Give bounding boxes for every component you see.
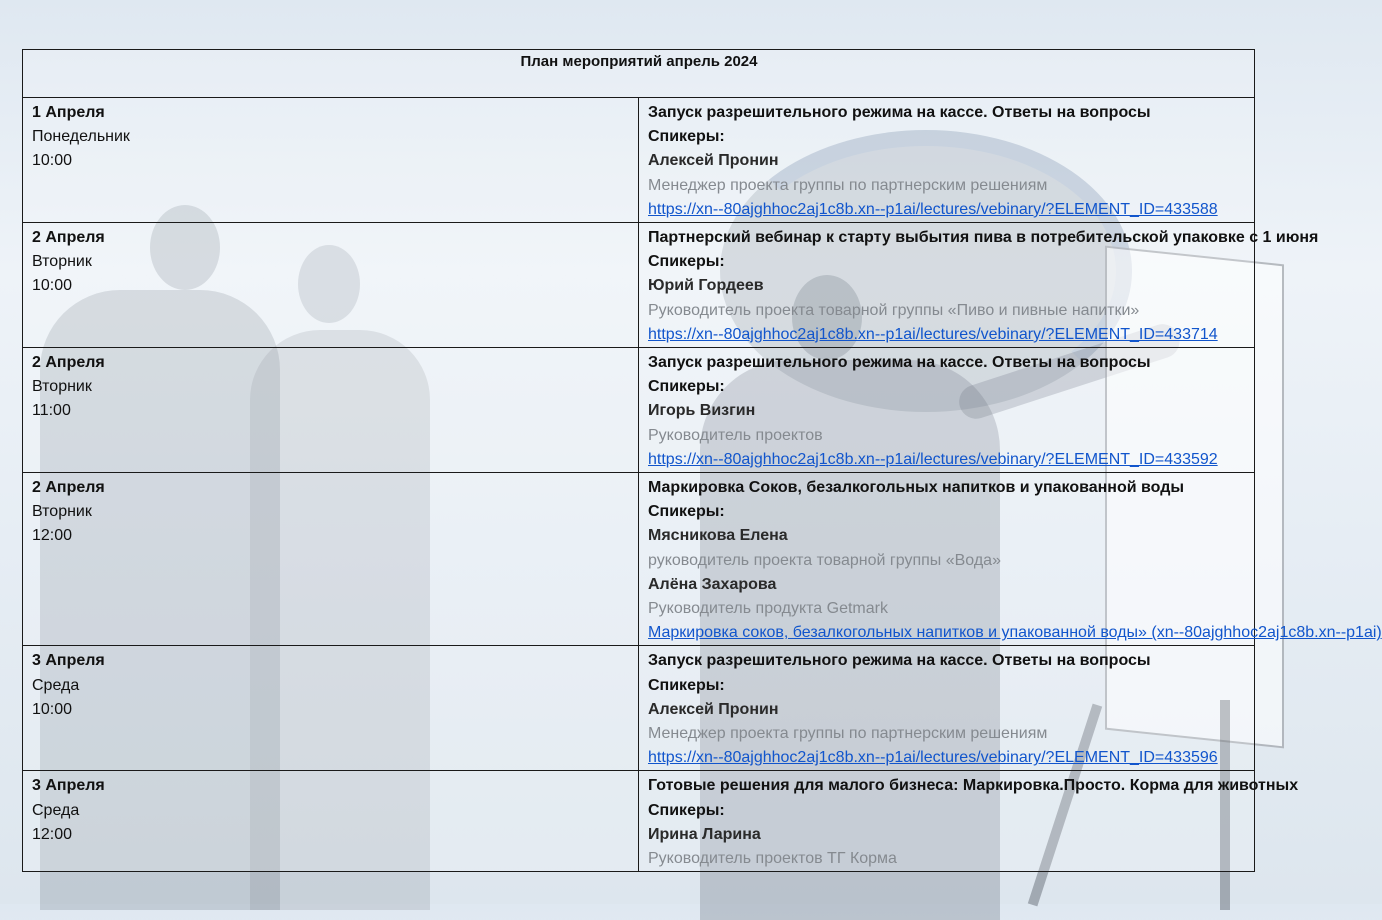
speaker-role: Менеджер проекта группы по партнерским решениям (648, 725, 1048, 743)
webinar-link[interactable]: https://xn--80ajghhoc2aj1c8b.xn--p1ai/lectures/vebinary/?ELEMENT_ID=433588 (648, 200, 1218, 218)
event-topic: Готовые решения для малого бизнеса: Маркировка.Просто. Корма для животных (648, 777, 1299, 795)
event-date: 3 Апреля (32, 777, 105, 795)
webinar-link[interactable]: Маркировка соков, безалкогольных напитков и упакованной воды» (xn--80ajghhoc2aj1c8b.xn--p1ai) (648, 624, 1382, 642)
event-row (23, 98, 1255, 223)
event-link-line (648, 198, 1246, 222)
speaker-role: Руководитель проекта товарной группы «Пиво и пивные напитки» (648, 301, 1140, 319)
speaker-role: Руководитель проектов ТГ Корма (648, 850, 897, 868)
event-date: 3 Апреля (32, 652, 105, 670)
speakers-label: Спикеры: (648, 378, 725, 396)
event-row (23, 223, 1255, 348)
event-date-cell (23, 473, 639, 646)
event-topic: Маркировка Соков, безалкогольных напитков и упакованной воды (648, 479, 1185, 497)
event-row (23, 771, 1255, 872)
event-weekday: Среда (32, 676, 80, 694)
speakers-label: Спикеры: (648, 503, 725, 521)
event-info-cell (639, 771, 1299, 872)
webinar-link[interactable]: https://xn--80ajghhoc2aj1c8b.xn--p1ai/lectures/vebinary/?ELEMENT_ID=433592 (648, 450, 1218, 468)
event-date: 2 Апреля (32, 479, 105, 497)
event-topic: Партнерский вебинар к старту выбытия пива в потребительской упаковке с 1 июня (648, 229, 1319, 247)
event-link-line (648, 746, 1246, 770)
event-info-cell (639, 646, 1255, 771)
event-topic: Запуск разрешительного режима на кассе. Ответы на вопросы (648, 652, 1151, 670)
event-date: 2 Апреля (32, 354, 105, 372)
event-weekday: Вторник (32, 253, 92, 271)
event-weekday: Понедельник (32, 128, 130, 146)
speaker-name: Игорь Визгин (648, 402, 756, 420)
speaker-name: Мясникова Елена (648, 527, 788, 545)
speaker-name: Ирина Ларина (648, 825, 761, 843)
event-weekday: Вторник (32, 378, 92, 396)
speakers-label: Спикеры: (648, 676, 725, 694)
event-time: 10:00 (32, 277, 73, 295)
table-header-row (23, 50, 1255, 98)
event-info-cell (639, 348, 1255, 473)
event-topic: Запуск разрешительного режима на кассе. Ответы на вопросы (648, 354, 1151, 372)
event-link-line (648, 323, 1246, 347)
event-info-cell (639, 473, 1382, 646)
event-info-cell (639, 98, 1255, 223)
event-row (23, 473, 1255, 646)
event-time: 11:00 (32, 402, 71, 420)
speaker-name: Алексей Пронин (648, 700, 779, 718)
events-table (22, 49, 1382, 872)
speakers-label: Спикеры: (648, 801, 725, 819)
event-date-cell (23, 98, 639, 223)
event-info-cell (639, 223, 1319, 348)
speaker-role: руководитель проекта товарной группы «Вода» (648, 551, 1001, 569)
event-row (23, 646, 1255, 771)
event-date-cell (23, 646, 639, 771)
event-link-line (648, 621, 1382, 645)
event-date-cell (23, 771, 639, 872)
webinar-link[interactable]: https://xn--80ajghhoc2aj1c8b.xn--p1ai/lectures/vebinary/?ELEMENT_ID=433714 (648, 325, 1218, 343)
speaker-role: Руководитель проектов (648, 426, 823, 444)
speaker-role: Менеджер проекта группы по партнерским решениям (648, 176, 1048, 194)
event-time: 12:00 (32, 527, 73, 545)
speaker-name: Юрий Гордеев (648, 277, 764, 295)
event-link-line (648, 448, 1246, 472)
event-weekday: Вторник (32, 503, 92, 521)
event-time: 10:00 (32, 152, 73, 170)
table-title: План мероприятий апрель 2024 (23, 50, 1255, 98)
event-row (23, 348, 1255, 473)
speakers-label: Спикеры: (648, 128, 725, 146)
event-date-cell (23, 348, 639, 473)
event-topic: Запуск разрешительного режима на кассе. Ответы на вопросы (648, 104, 1151, 121)
event-time: 12:00 (32, 825, 73, 843)
event-time: 10:00 (32, 700, 73, 718)
speakers-label: Спикеры: (648, 253, 725, 271)
speaker-name: Алёна Захарова (648, 575, 777, 593)
event-date: 1 Апреля (32, 104, 105, 121)
webinar-link[interactable]: https://xn--80ajghhoc2aj1c8b.xn--p1ai/lectures/vebinary/?ELEMENT_ID=433596 (648, 749, 1218, 767)
speaker-role: Руководитель продукта Getmark (648, 600, 888, 618)
speaker-name: Алексей Пронин (648, 152, 779, 170)
event-date: 2 Апреля (32, 229, 105, 247)
event-weekday: Среда (32, 801, 80, 819)
event-date-cell (23, 223, 639, 348)
